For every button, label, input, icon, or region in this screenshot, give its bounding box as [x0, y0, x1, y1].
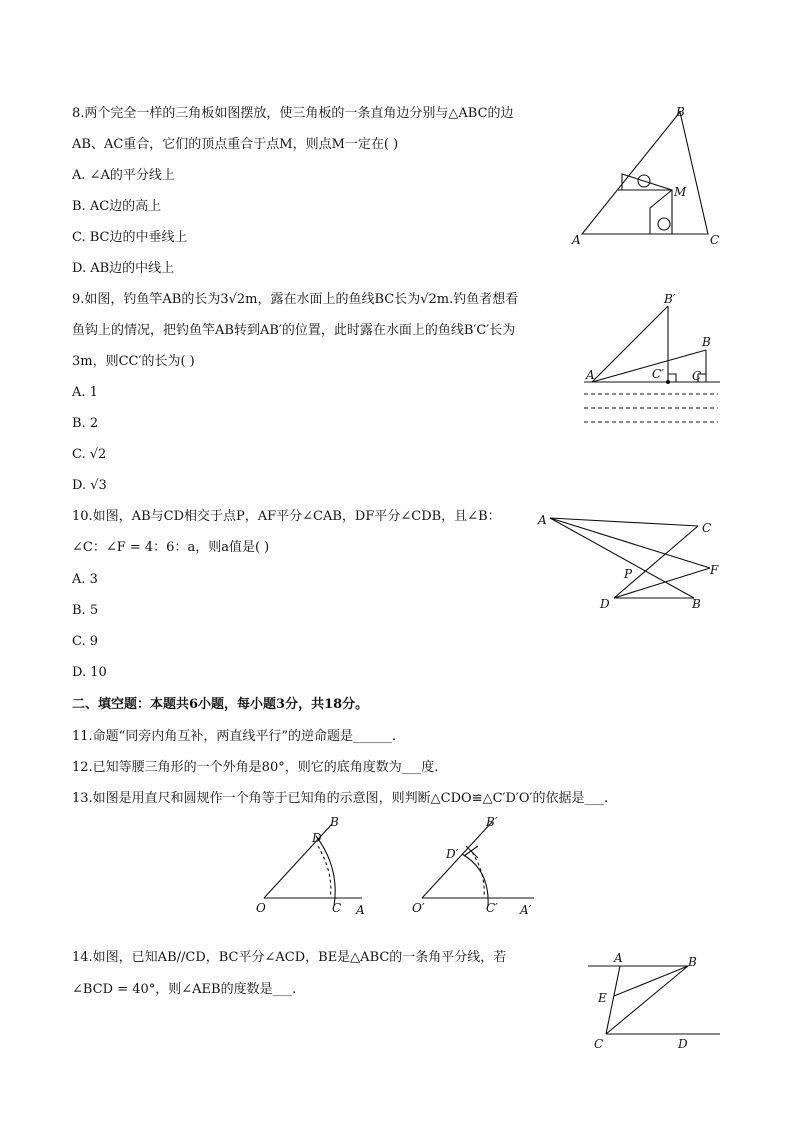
q9-option-d: D. √3	[72, 478, 107, 493]
q14-line-be	[614, 966, 688, 996]
q9-label-c: C	[692, 369, 702, 383]
q8-stem-line-2: AB、AC重合，它们的顶点重合于点M，则点M一定在( )	[72, 137, 399, 152]
q9-stem-line-3: 3m，则CC′的长为( )	[72, 354, 195, 369]
q9-option-b: B. 2	[72, 416, 99, 431]
q9-stem-line-1: 9.如图，钓鱼竿AB的长为3√2m，露在水面上的鱼线BC长为√2m.钓鱼者想看	[72, 292, 519, 307]
q9-label-b2: B′	[664, 292, 676, 306]
q10-option-c: C. 9	[72, 634, 99, 649]
q8-label-c: C	[710, 233, 720, 247]
q10-label-p: P	[624, 567, 633, 581]
q8-option-a: A. ∠A的平分线上	[72, 168, 175, 183]
q14-label-a: A	[614, 951, 623, 965]
q10-label-f: F	[710, 563, 719, 577]
q9-point-c2	[667, 381, 670, 384]
q12-text: 12.已知等腰三角形的一个外角是80°，则它的底角度数为___度.	[72, 760, 439, 775]
q8-circle-2	[658, 218, 670, 230]
q8-label-a: A	[572, 233, 581, 247]
q8-option-c: C. BC边的中垂线上	[72, 230, 188, 245]
q14-label-e: E	[598, 991, 607, 1005]
q9-label-c2: C′	[652, 367, 664, 381]
q13-label-d2: D′	[446, 847, 459, 861]
q13-arc-mark-2	[464, 846, 478, 856]
q8-figure	[560, 100, 730, 250]
q10-line-dc	[614, 526, 698, 598]
q13-label-a2: A′	[520, 903, 532, 917]
section-2-heading: 二、填空题：本题共6小题，每小题3分，共18分。	[72, 697, 369, 712]
q13-ray-ob	[264, 824, 332, 898]
q14-label-d: D	[678, 1037, 688, 1051]
q9-label-a: A	[586, 368, 595, 382]
q13-dashed-d2c2	[472, 852, 484, 898]
q13-label-c: C	[332, 901, 342, 915]
q10-option-d: D. 10	[72, 665, 107, 680]
q13-label-b: B	[330, 815, 339, 829]
q13-text: 13.如图是用直尺和圆规作一个角等于已知角的示意图，则判断△CDO≌△C′D′O′的依据是___.	[72, 791, 609, 806]
q13-dashed-dc	[318, 846, 331, 898]
q10-stem-line-2: ∠C：∠F = 4：6：a，则a值是( )	[72, 540, 270, 555]
q13-figure	[250, 810, 550, 920]
q9-option-a: A. 1	[72, 385, 98, 400]
q8-option-d: D. AB边的中线上	[72, 261, 175, 276]
q10-label-c: C	[702, 521, 712, 535]
q9-rod-ab	[592, 350, 706, 382]
q14-stem-line-2: ∠BCD = 40°，则∠AEB的度数是___.	[72, 982, 297, 997]
q13-label-o2: O′	[412, 901, 425, 915]
q9-stem-line-2: 鱼钩上的情况，把钓鱼竿AB转到AB′的位置，此时露在水面上的鱼线B′C′长为	[72, 323, 516, 338]
q14-stem-line-1: 14.如图，已知AB//CD，BC平分∠ACD，BE是△ABC的一条角平分线，若	[72, 950, 507, 965]
q10-line-ab	[550, 518, 694, 598]
q8-label-b: B	[676, 105, 685, 119]
q14-label-c: C	[594, 1037, 604, 1051]
q9-option-c: C. √2	[72, 447, 107, 462]
q13-label-c2: C′	[486, 901, 498, 915]
q13-label-b2: B′	[486, 815, 498, 829]
q14-figure	[584, 948, 728, 1054]
q8-label-m: M	[674, 185, 687, 199]
q13-label-a: A	[356, 903, 365, 917]
q11-text: 11.命题“同旁内角互补，两直线平行”的逆命题是______.	[72, 729, 397, 744]
q10-option-a: A. 3	[72, 572, 98, 587]
q8-triangle-abc	[582, 112, 708, 234]
q10-label-d: D	[600, 597, 610, 611]
q9-label-b: B	[702, 335, 711, 349]
q8-option-b: B. AC边的高上	[72, 199, 162, 214]
q14-label-b: B	[688, 955, 697, 969]
q13-label-d: D	[312, 831, 322, 845]
q9-figure	[578, 290, 728, 430]
q10-option-b: B. 5	[72, 603, 99, 618]
q10-label-a: A	[538, 513, 547, 527]
q13-label-o: O	[256, 901, 266, 915]
q8-stem-line-1: 8.两个完全一样的三角板如图摆放，使三角板的一条直角边分别与△ABC的边	[72, 106, 514, 121]
q10-stem-line-1: 10.如图，AB与CD相交于点P，AF平分∠CAB，DF平分∠CDB，且∠B：	[72, 509, 501, 524]
q10-figure	[534, 506, 734, 616]
q10-label-b: B	[692, 597, 701, 611]
